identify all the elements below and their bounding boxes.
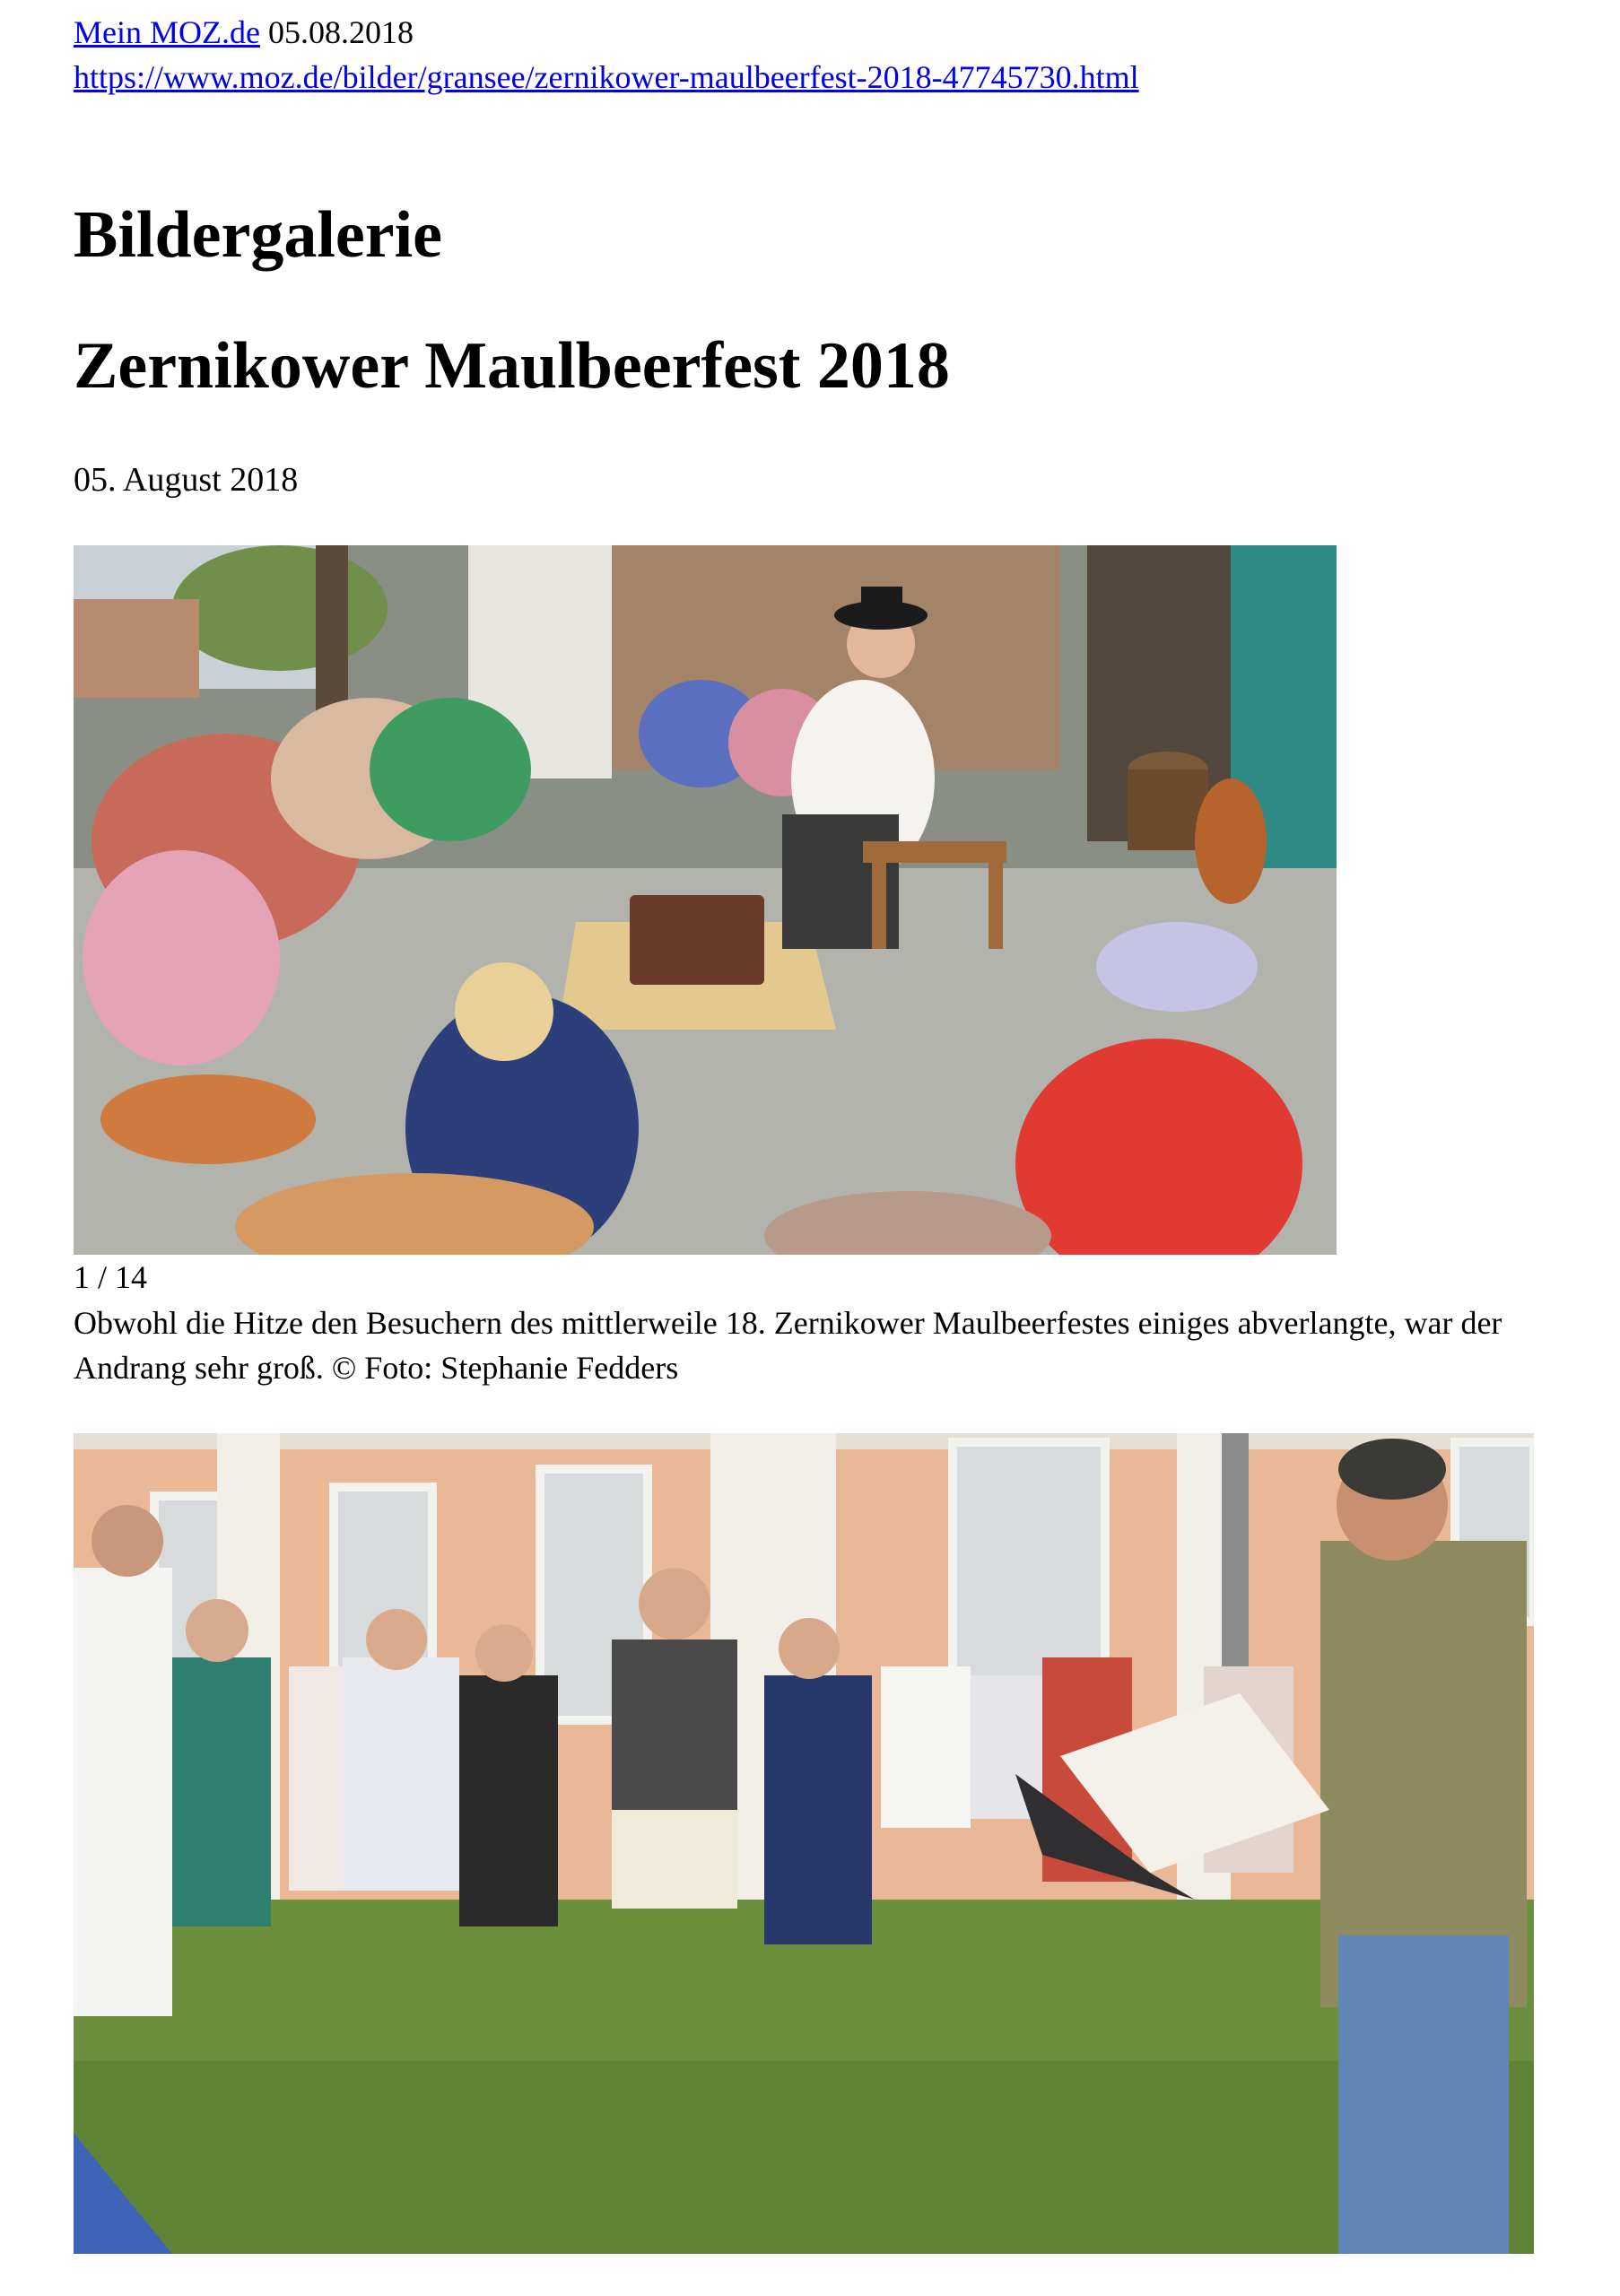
section-title: Bildergalerie [74,198,442,272]
gallery-caption: Obwohl die Hitze den Besuchern des mittlerweile 18. Zernikower Maulbeerfestes einiges abverlangte, war der Andrang sehr groß. © Foto: Stephanie Fedders [74,1305,1502,1386]
header-url-line [74,57,1139,97]
gallery-photo-tour-group[interactable] [74,1433,1534,2254]
page-title: Zernikower Maulbeerfest 2018 [74,329,950,403]
header-source-line [74,13,414,52]
article-date: 05. August 2018 [74,461,299,499]
gallery-photo-storyteller[interactable] [74,545,1337,1255]
storyteller-photo-illustration [74,545,1337,1255]
tour-group-photo-illustration [74,1433,1534,2254]
gallery-counter: 1 / 14 [74,1259,148,1295]
article-url-link[interactable]: https://www.moz.de/bilder/gransee/zernikower-maulbeerfest-2018-47745730.html [74,59,1139,95]
site-link[interactable]: Mein MOZ.de [74,14,260,50]
header-date: 05.08.2018 [267,14,414,50]
